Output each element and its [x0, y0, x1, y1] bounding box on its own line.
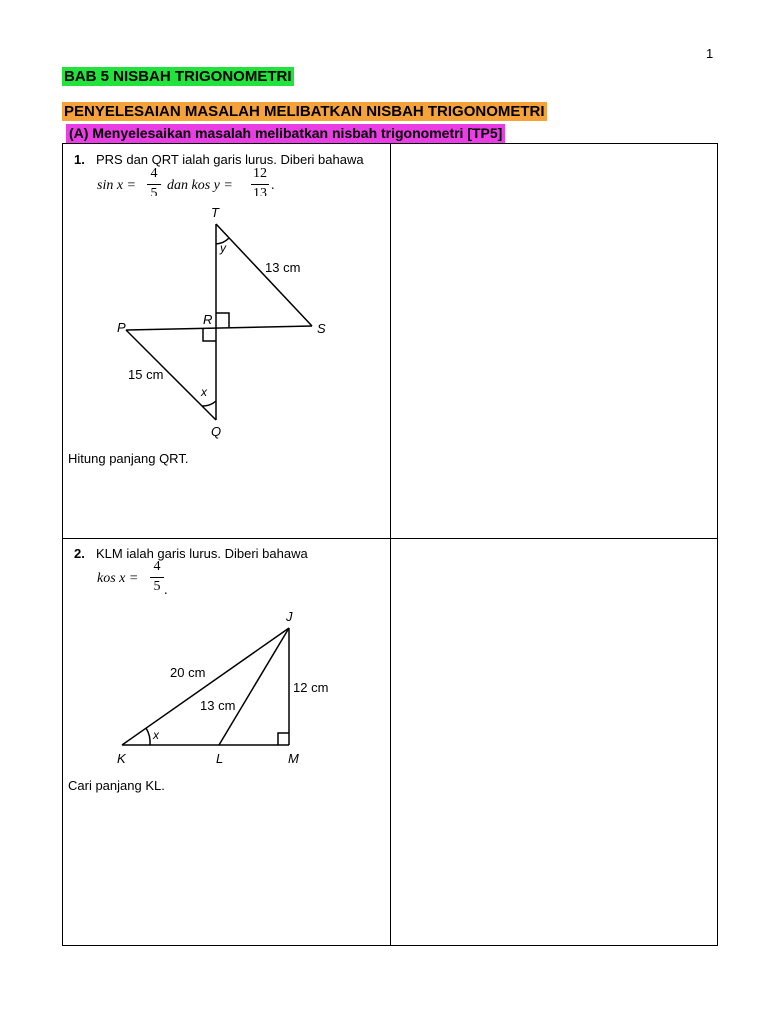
right-angle-upper	[216, 313, 229, 327]
label-p: P	[117, 320, 126, 335]
label-k: K	[117, 751, 126, 766]
q1-kos-numerator: 12	[253, 166, 267, 181]
q1-kos-fraction	[251, 166, 269, 196]
question-2-statement: KLM ialah garis lurus. Diberi bahawa	[96, 546, 308, 561]
q2-period: .	[164, 583, 168, 598]
angle-x-arc	[146, 728, 150, 745]
question-1-ask: Hitung panjang QRT.	[68, 451, 189, 466]
row-divider	[63, 538, 718, 539]
chapter-title: BAB 5 NISBAH TRIGONOMETRI	[64, 68, 292, 85]
question-1-number: 1.	[74, 152, 85, 167]
q1-sin-label: sin x =	[97, 178, 136, 193]
label-lj-length: 13 cm	[200, 698, 236, 713]
label-q: Q	[211, 424, 222, 439]
label-s: S	[317, 321, 326, 336]
question-1-statement: PRS dan QRT ialah garis lurus. Diberi bahawa	[96, 152, 364, 167]
line-lj	[219, 628, 289, 745]
q2-diagram	[110, 605, 360, 770]
line-ts	[216, 224, 312, 326]
q1-sin-denominator: 5	[150, 186, 158, 196]
page-number: 1	[706, 46, 714, 61]
label-l: L	[216, 751, 224, 766]
label-m: M	[288, 751, 299, 766]
q1-diagram	[100, 200, 350, 445]
label-jm-length: 12 cm	[293, 680, 329, 695]
q1-sin-numerator: 4	[150, 166, 158, 181]
question-2-number: 2.	[74, 546, 85, 561]
label-x: x	[153, 728, 159, 742]
q1-sin-fraction	[147, 166, 161, 196]
label-j: J	[286, 609, 293, 624]
label-y: y	[220, 241, 226, 255]
question-1-text	[74, 152, 364, 167]
column-divider	[390, 144, 391, 946]
q1-period: .	[271, 178, 275, 193]
q2-kos-fraction	[150, 559, 164, 595]
q1-kos-denominator: 13	[253, 186, 267, 196]
line-prs	[126, 326, 312, 330]
right-angle-m	[278, 733, 289, 745]
question-2-text	[74, 546, 308, 561]
angle-x-arc	[202, 401, 216, 406]
label-kj-length: 20 cm	[170, 665, 206, 680]
label-ts-length: 13 cm	[265, 260, 301, 275]
question-2-ask: Cari panjang KL.	[68, 778, 165, 793]
subsection-title: (A) Menyelesaikan masalah melibatkan nisbah trigonometri [TP5]	[66, 124, 505, 143]
right-angle-lower	[203, 329, 216, 341]
line-kj	[122, 628, 289, 745]
q1-kos-label: dan kos y =	[167, 178, 233, 193]
q2-kos-denominator: 5	[153, 579, 161, 594]
label-x: x	[201, 385, 207, 399]
label-pq-length: 15 cm	[128, 367, 164, 382]
q2-kos-label: kos x =	[97, 571, 139, 586]
section-title: PENYELESAIAN MASALAH MELIBATKAN NISBAH TRIGONOMETRI	[64, 103, 545, 120]
q2-kos-numerator: 4	[153, 559, 161, 574]
label-r: R	[203, 312, 213, 327]
label-t: T	[211, 205, 219, 220]
